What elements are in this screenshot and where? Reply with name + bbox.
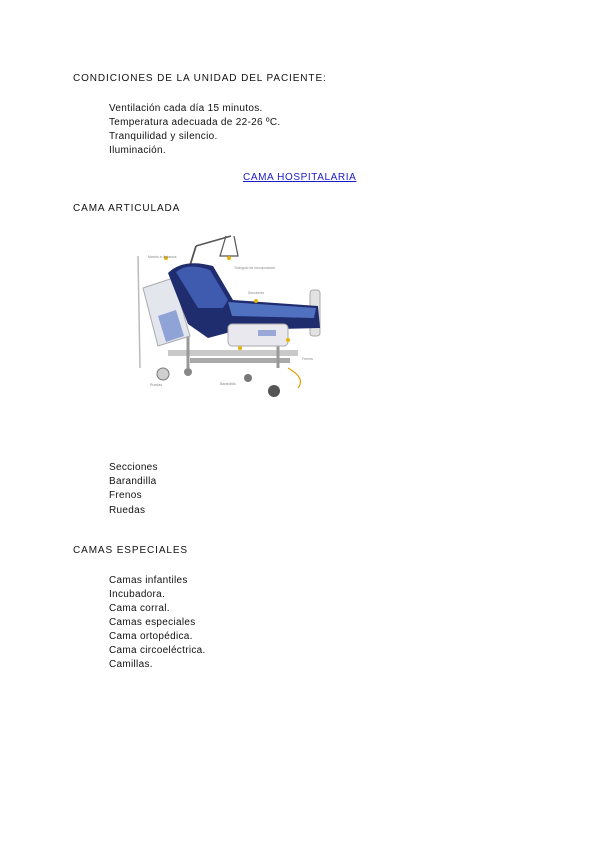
list-item: Camillas. xyxy=(109,659,153,670)
hospital-bed-image xyxy=(128,228,328,403)
label-rail: Barandilla xyxy=(220,382,236,386)
label-remote: Mando a distancia xyxy=(148,255,177,259)
label-sections: Secciones xyxy=(248,291,265,295)
special-beds-heading: CAMAS ESPECIALES xyxy=(73,545,188,556)
list-item: Ventilación cada día 15 minutos. xyxy=(109,103,263,114)
list-item: Cama ortopédica. xyxy=(109,631,193,642)
list-item: Iluminación. xyxy=(109,145,166,156)
articulated-bed-heading: CAMA ARTICULADA xyxy=(73,203,181,214)
label-brakes: Frenos xyxy=(302,357,313,361)
conditions-heading: CONDICIONES DE LA UNIDAD DEL PACIENTE: xyxy=(73,73,327,84)
list-item: Camas especiales xyxy=(109,617,196,628)
list-item: Secciones xyxy=(109,462,158,473)
list-item: Frenos xyxy=(109,490,142,501)
list-item: Temperatura adecuada de 22-26 ºC. xyxy=(109,117,281,128)
label-wheels: Ruedas xyxy=(150,383,163,387)
label-trapeze: Triángulo de incorporación xyxy=(234,266,276,270)
list-item: Ruedas xyxy=(109,505,146,516)
list-item: Tranquilidad y silencio. xyxy=(109,131,218,142)
list-item: Cama corral. xyxy=(109,603,170,614)
list-item: Camas infantiles xyxy=(109,575,188,586)
hospital-bed-link[interactable]: CAMA HOSPITALARIA xyxy=(243,172,357,183)
list-item: Cama circoeléctrica. xyxy=(109,645,206,656)
list-item: Barandilla xyxy=(109,476,157,487)
list-item: Incubadora. xyxy=(109,589,166,600)
